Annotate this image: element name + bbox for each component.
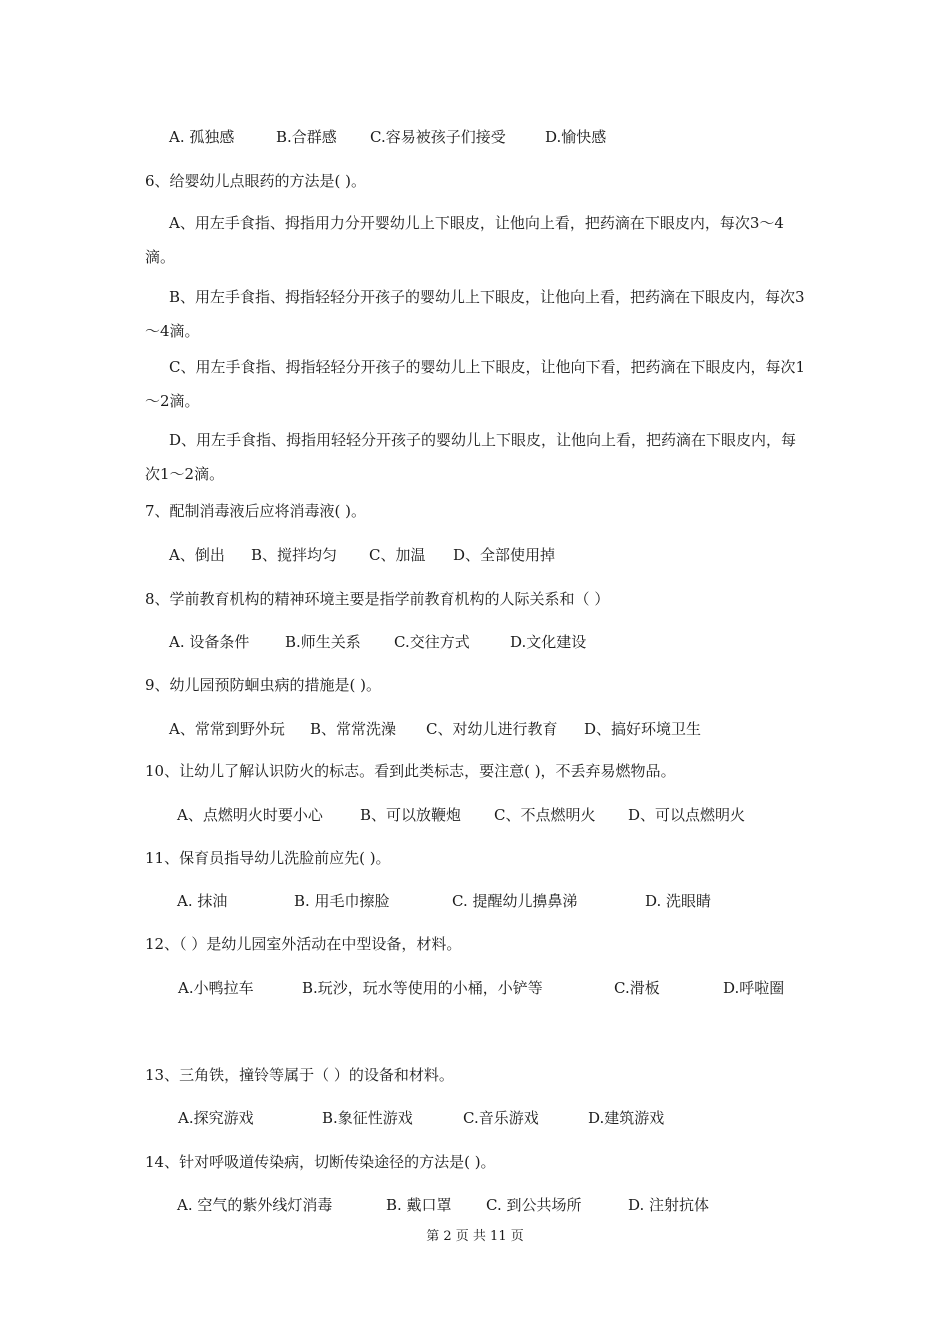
q7-option-d: D、全部使用掉: [453, 546, 556, 564]
q6-option-c: C、用左手食指、拇指轻轻分开孩子的婴幼儿上下眼皮，让他向下看，把药滴在下眼皮内，每次1～2滴。: [145, 358, 806, 410]
q8-option-b: B.师生关系: [285, 633, 361, 651]
q11-option-d: D. 洗眼睛: [645, 892, 712, 910]
q7-option-b: B、搅拌均匀: [251, 546, 338, 564]
q6-question: 6、给婴幼儿点眼药的方法是( )。: [145, 172, 367, 190]
q14-option-d: D. 注射抗体: [628, 1196, 710, 1214]
q12-option-b: B.玩沙，玩水等使用的小桶，小铲等: [302, 979, 543, 997]
q12-option-c: C.滑板: [614, 979, 660, 997]
q13-option-c: C.音乐游戏: [463, 1109, 539, 1127]
q9-option-c: C、对幼儿进行教育: [426, 720, 558, 738]
q9-option-b: B、常常洗澡: [310, 720, 397, 738]
q14-option-b: B. 戴口罩: [386, 1196, 452, 1214]
q13-option-d: D.建筑游戏: [588, 1109, 665, 1127]
q12-question: 12、（ ）是幼儿园室外活动在中型设备，材料。: [145, 935, 462, 953]
q8-option-c: C.交往方式: [394, 633, 470, 651]
q7-option-a: A、倒出: [169, 546, 225, 564]
q11-question: 11、保育员指导幼儿洗脸前应先( )。: [145, 849, 391, 867]
q8-option-d: D.文化建设: [510, 633, 587, 651]
q10-option-c: C、不点燃明火: [494, 806, 596, 824]
q10-option-d: D、可以点燃明火: [628, 806, 746, 824]
q9-option-a: A、常常到野外玩: [169, 720, 285, 738]
q14-option-c: C. 到公共场所: [486, 1196, 582, 1214]
q13-question: 13、三角铁，撞铃等属于（ ）的设备和材料。: [145, 1066, 454, 1084]
q7-question: 7、配制消毒液后应将消毒液( )。: [145, 502, 367, 520]
q5-option-c: C.容易被孩子们接受: [370, 128, 506, 146]
q10-option-a: A、点燃明火时要小心: [177, 806, 323, 824]
q6-option-b: B、用左手食指、拇指轻轻分开孩子的婴幼儿上下眼皮，让他向上看，把药滴在下眼皮内，每次3～4滴。: [145, 288, 805, 340]
q10-option-b: B、可以放鞭炮: [360, 806, 462, 824]
q12-option-d: D.呼啦圈: [723, 979, 785, 997]
q8-option-a: A. 设备条件: [169, 633, 250, 651]
q5-option-d: D.愉快感: [545, 128, 607, 146]
q7-option-c: C、加温: [369, 546, 426, 564]
q11-option-a: A. 抹油: [177, 892, 228, 910]
q13-option-a: A.探究游戏: [178, 1109, 254, 1127]
q8-question: 8、学前教育机构的精神环境主要是指学前教育机构的人际关系和（ ）: [145, 590, 610, 608]
q9-option-d: D、搞好环境卫生: [584, 720, 702, 738]
q5-option-a: A. 孤独感: [169, 128, 235, 146]
q6-option-d: D、用左手食指、拇指用轻轻分开孩子的婴幼儿上下眼皮，让他向上看，把药滴在下眼皮内，每次1～2滴。: [145, 431, 797, 483]
q13-option-b: B.象征性游戏: [322, 1109, 413, 1127]
q14-question: 14、针对呼吸道传染病，切断传染途径的方法是( )。: [145, 1153, 496, 1171]
q11-option-c: C. 提醒幼儿擤鼻涕: [452, 892, 578, 910]
q6-option-a: A、用左手食指、拇指用力分开婴幼儿上下眼皮，让他向上看，把药滴在下眼皮内，每次3～4滴。: [145, 214, 784, 266]
q10-question: 10、让幼儿了解认识防火的标志。看到此类标志，要注意( )，不丢弃易燃物品。: [145, 762, 676, 780]
q11-option-b: B. 用毛巾擦脸: [294, 892, 390, 910]
page-number-footer: 第 2 页 共 11 页: [426, 1229, 524, 1244]
q9-question: 9、幼儿园预防蛔虫病的措施是( )。: [145, 676, 382, 694]
q14-option-a: A. 空气的紫外线灯消毒: [177, 1196, 333, 1214]
q12-option-a: A.小鸭拉车: [178, 979, 254, 997]
q5-option-b: B.合群感: [276, 128, 337, 146]
